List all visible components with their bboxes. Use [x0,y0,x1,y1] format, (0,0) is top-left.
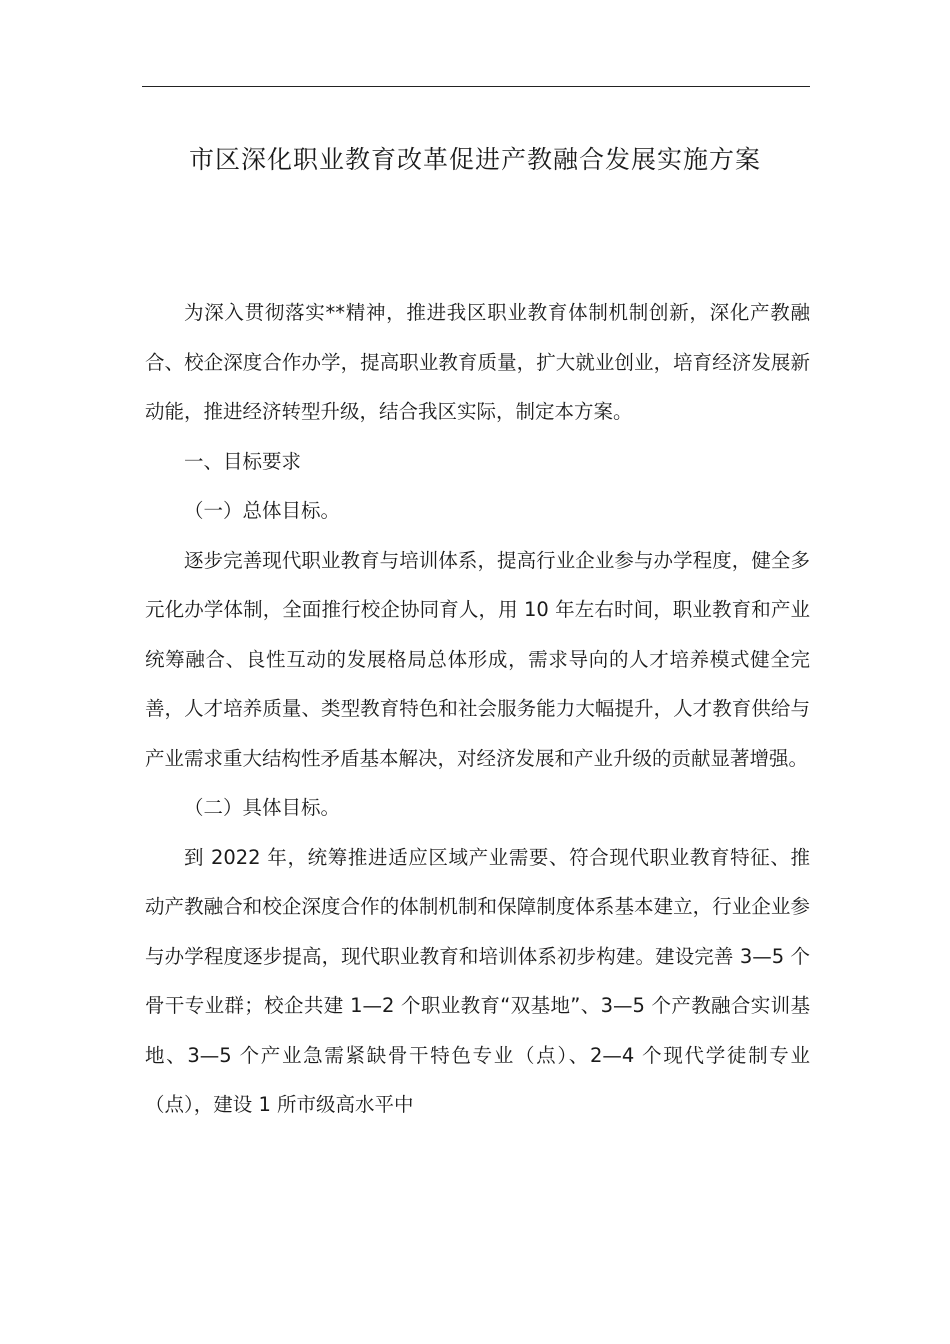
paragraph-specific-goal: 到 2022 年，统筹推进适应区域产业需要、符合现代职业教育特征、推动产教融合和校企深度合作的体制机制和保障制度体系基本建立，行业企业参与办学程度逐步提高，现代职业教育和培训体系初步构建。建设完善 3—5 个骨干专业群；校企共建 1—2 个职业教育“双基地”、3—5 个产教融合实训基地、3—5 个产业急需紧缺骨干特色专业（点）、2—4 个现代学徒制专业（点），建设 1 所市级高水平中 [145,845,810,1116]
subsection-heading-overall: （一）总体目标。 [184,499,341,522]
document-title: 市区深化职业教育改革促进产教融合发展实施方案 [188,145,761,174]
paragraph-overall-goal: 逐步完善现代职业教育与培训体系，提高行业企业参与办学程度，健全多元化办学体制，全面推行校企协同育人，用 10 年左右时间，职业教育和产业统筹融合、良性互动的发展格局总体形成，需求导向的人才培养模式健全完善，人才培养质量、类型教育特色和社会服务能力大幅提升，人才教育供给与产业需求重大结构性矛盾基本解决，对经济发展和产业升级的贡献显著增强。 [145,548,810,770]
paragraph-intro: 为深入贯彻落实**精神，推进我区职业教育体制机制创新，深化产教融合、校企深度合作办学，提高职业教育质量，扩大就业创业，培育经济发展新动能，推进经济转型升级，结合我区实际，制定本方案。 [145,301,810,423]
subsection-heading-specific: （二）具体目标。 [184,796,341,819]
document-body [145,288,810,1130]
section-heading-goals: 一、目标要求 [184,449,302,473]
header-rule [142,86,810,87]
